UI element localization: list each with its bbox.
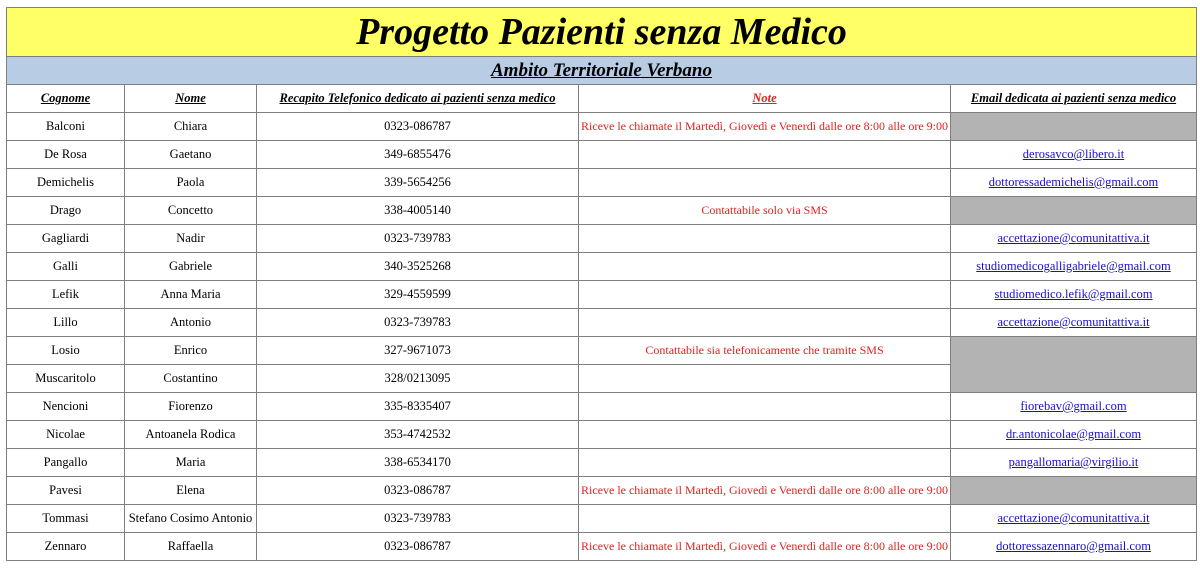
cell-cognome: Tommasi	[7, 505, 125, 533]
cell-note: Riceve le chiamate il Martedì, Giovedì e Venerdì dalle ore 8:00 alle ore 9:00	[579, 533, 951, 561]
cell-telefono: 339-5654256	[257, 169, 579, 197]
cell-telefono: 338-6534170	[257, 449, 579, 477]
cell-cognome: Pangallo	[7, 449, 125, 477]
cell-telefono: 0323-086787	[257, 113, 579, 141]
cell-note	[579, 421, 951, 449]
cell-telefono: 327-9671073	[257, 337, 579, 365]
cell-cognome: Gagliardi	[7, 225, 125, 253]
table-row	[7, 141, 1197, 169]
cell-cognome: Zennaro	[7, 533, 125, 561]
cell-cognome: Nencioni	[7, 393, 125, 421]
cell-cognome: Balconi	[7, 113, 125, 141]
cell-note: Riceve le chiamate il Martedì, Giovedì e Venerdì dalle ore 8:00 alle ore 9:00	[579, 113, 951, 141]
cell-telefono: 328/0213095	[257, 365, 579, 393]
table-row	[7, 533, 1197, 561]
page-title: Progetto Pazienti senza Medico	[7, 8, 1197, 57]
table-row	[7, 393, 1197, 421]
cell-note	[579, 169, 951, 197]
cell-cognome: Losio	[7, 337, 125, 365]
column-header-email: Email dedicata ai pazienti senza medico	[951, 85, 1197, 113]
column-header-note: Note	[579, 85, 951, 113]
cell-cognome: Drago	[7, 197, 125, 225]
cell-cognome: Galli	[7, 253, 125, 281]
column-header-nome: Nome	[125, 85, 257, 113]
email-link[interactable]: pangallomaria@virgilio.it	[1008, 455, 1139, 469]
cell-nome: Gabriele	[125, 253, 257, 281]
cell-email	[951, 533, 1197, 561]
email-link[interactable]: studiomedico.lefik@gmail.com	[994, 287, 1153, 301]
cell-nome: Concetto	[125, 197, 257, 225]
cell-cognome: Pavesi	[7, 477, 125, 505]
column-header-telefono: Recapito Telefonico dedicato ai pazienti senza medico	[257, 85, 579, 113]
table-row	[7, 169, 1197, 197]
cell-email	[951, 421, 1197, 449]
cell-cognome: De Rosa	[7, 141, 125, 169]
cell-note	[579, 365, 951, 393]
table-row	[7, 197, 1197, 225]
cell-telefono: 349-6855476	[257, 141, 579, 169]
cell-nome: Paola	[125, 169, 257, 197]
cell-cognome: Demichelis	[7, 169, 125, 197]
table-row	[7, 477, 1197, 505]
cell-email	[951, 309, 1197, 337]
cell-email-empty	[951, 337, 1197, 393]
cell-telefono: 0323-739783	[257, 225, 579, 253]
cell-email	[951, 225, 1197, 253]
cell-telefono: 0323-086787	[257, 477, 579, 505]
cell-telefono: 335-8335407	[257, 393, 579, 421]
column-header-cognome: Cognome	[7, 85, 125, 113]
cell-cognome: Nicolae	[7, 421, 125, 449]
page-subtitle: Ambito Territoriale Verbano	[7, 57, 1197, 85]
table-row	[7, 281, 1197, 309]
cell-telefono: 0323-086787	[257, 533, 579, 561]
cell-email	[951, 253, 1197, 281]
cell-nome: Elena	[125, 477, 257, 505]
table-row	[7, 449, 1197, 477]
cell-nome: Raffaella	[125, 533, 257, 561]
cell-telefono: 340-3525268	[257, 253, 579, 281]
table-row	[7, 113, 1197, 141]
table-row	[7, 309, 1197, 337]
cell-nome: Stefano Cosimo Antonio	[125, 505, 257, 533]
email-link[interactable]: dr.antonicolae@gmail.com	[1005, 427, 1142, 441]
email-link[interactable]: fiorebav@gmail.com	[1020, 399, 1127, 413]
cell-note	[579, 505, 951, 533]
cell-cognome: Lefik	[7, 281, 125, 309]
cell-nome: Anna Maria	[125, 281, 257, 309]
cell-email	[951, 141, 1197, 169]
email-link[interactable]: accettazione@comunitattiva.it	[997, 511, 1150, 525]
cell-note	[579, 393, 951, 421]
cell-telefono: 338-4005140	[257, 197, 579, 225]
cell-email-empty	[951, 113, 1197, 141]
cell-nome: Antonio	[125, 309, 257, 337]
email-link[interactable]: accettazione@comunitattiva.it	[997, 231, 1150, 245]
cell-email	[951, 505, 1197, 533]
table-row	[7, 505, 1197, 533]
cell-telefono: 353-4742532	[257, 421, 579, 449]
cell-email	[951, 449, 1197, 477]
cell-telefono: 329-4559599	[257, 281, 579, 309]
cell-nome: Maria	[125, 449, 257, 477]
cell-nome: Costantino	[125, 365, 257, 393]
cell-nome: Fiorenzo	[125, 393, 257, 421]
cell-email-empty	[951, 477, 1197, 505]
cell-note	[579, 449, 951, 477]
cell-email	[951, 393, 1197, 421]
cell-note	[579, 141, 951, 169]
cell-note	[579, 281, 951, 309]
cell-email-empty	[951, 197, 1197, 225]
table-row	[7, 421, 1197, 449]
email-link[interactable]: studiomedicogalligabriele@gmail.com	[976, 259, 1171, 273]
patients-table	[6, 7, 1197, 561]
cell-nome: Gaetano	[125, 141, 257, 169]
cell-note: Contattabile sia telefonicamente che tramite SMS	[579, 337, 951, 365]
cell-email	[951, 169, 1197, 197]
email-link[interactable]: accettazione@comunitattiva.it	[997, 315, 1150, 329]
email-link[interactable]: derosavco@libero.it	[1022, 147, 1125, 161]
email-link[interactable]: dottoressazennaro@gmail.com	[996, 539, 1151, 553]
cell-note	[579, 253, 951, 281]
cell-telefono: 0323-739783	[257, 505, 579, 533]
cell-cognome: Lillo	[7, 309, 125, 337]
table-row	[7, 337, 1197, 365]
cell-nome: Antoanela Rodica	[125, 421, 257, 449]
email-link[interactable]: dottoressademichelis@gmail.com	[988, 175, 1159, 189]
cell-nome: Nadir	[125, 225, 257, 253]
table-row	[7, 225, 1197, 253]
cell-telefono: 0323-739783	[257, 309, 579, 337]
cell-note	[579, 225, 951, 253]
cell-nome: Chiara	[125, 113, 257, 141]
cell-email	[951, 281, 1197, 309]
cell-note: Contattabile solo via SMS	[579, 197, 951, 225]
cell-note	[579, 309, 951, 337]
table-row	[7, 253, 1197, 281]
cell-nome: Enrico	[125, 337, 257, 365]
cell-cognome: Muscaritolo	[7, 365, 125, 393]
cell-note: Riceve le chiamate il Martedì, Giovedì e Venerdì dalle ore 8:00 alle ore 9:00	[579, 477, 951, 505]
